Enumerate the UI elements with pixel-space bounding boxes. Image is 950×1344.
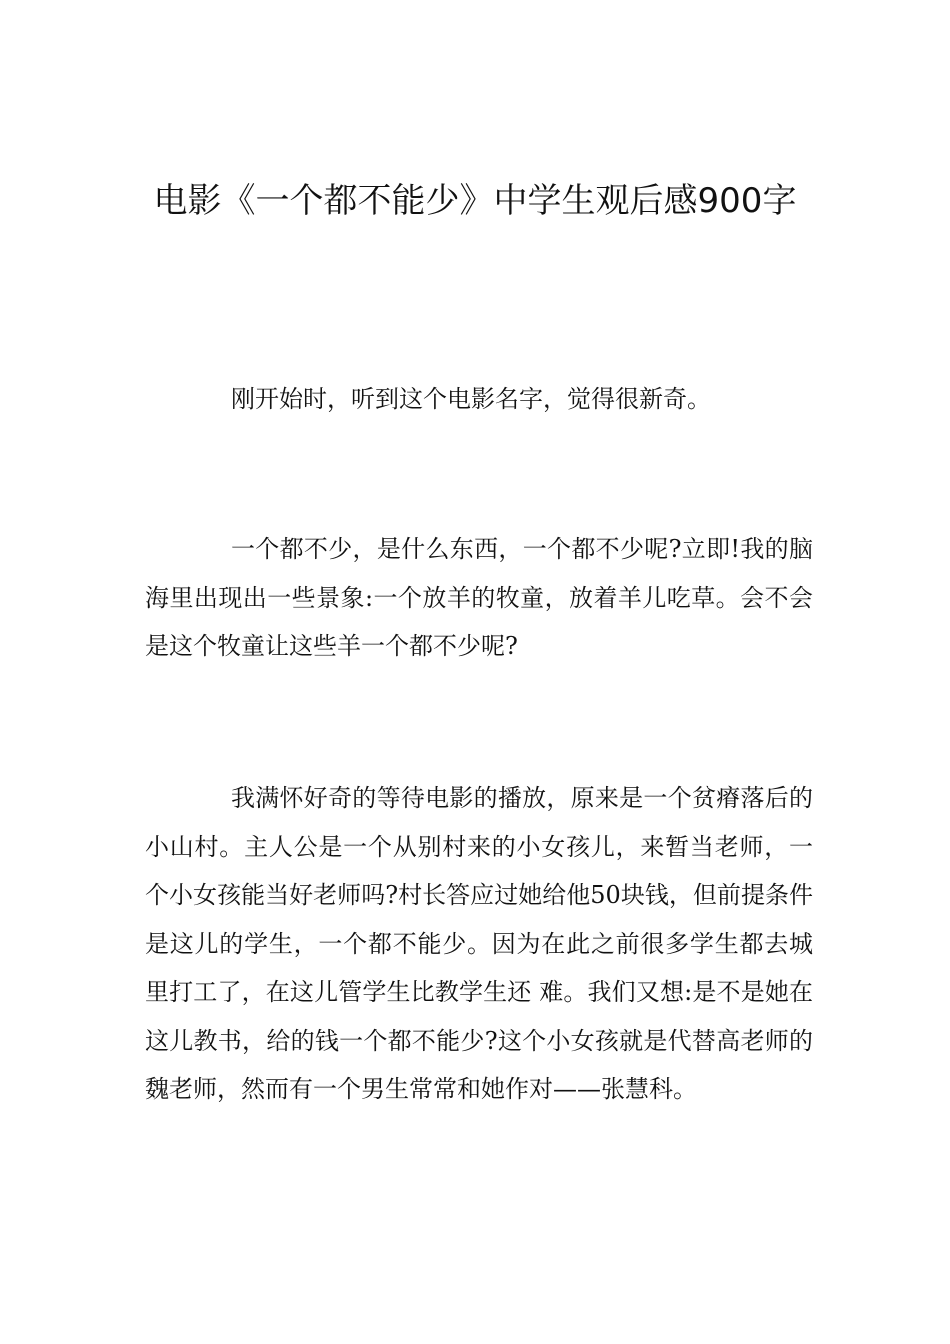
paragraph-3: 我满怀好奇的等待电影的播放，原来是一个贫瘠落后的小山村。主人公是一个从别村来的小女孩儿，来暂当老师，一个小女孩能当好老师吗?村长答应过她给他50块钱，但前提条件是这儿的学生，一个都不能少。因为在此之前很多学生都去城里打工了，在这儿管学生比教学生还 难。我们又想:是不是她在这儿教书，给的钱一个都不能少?这个小女孩就是代替高老师的魏老师，然而有一个男生常常和她作对——张慧科。: [145, 784, 813, 1103]
paragraph-2: 一个都不少，是什么东西，一个都不少呢?立即!我的脑海里出现出一些景象:一个放羊的牧童，放着羊儿吃草。会不会是这个牧童让这些羊一个都不少呢?: [145, 535, 813, 660]
paragraph-1: 刚开始时，听到这个电影名字，觉得很新奇。: [231, 385, 711, 413]
document-title: 电影《一个都不能少》中学生观后感900字: [153, 181, 797, 221]
